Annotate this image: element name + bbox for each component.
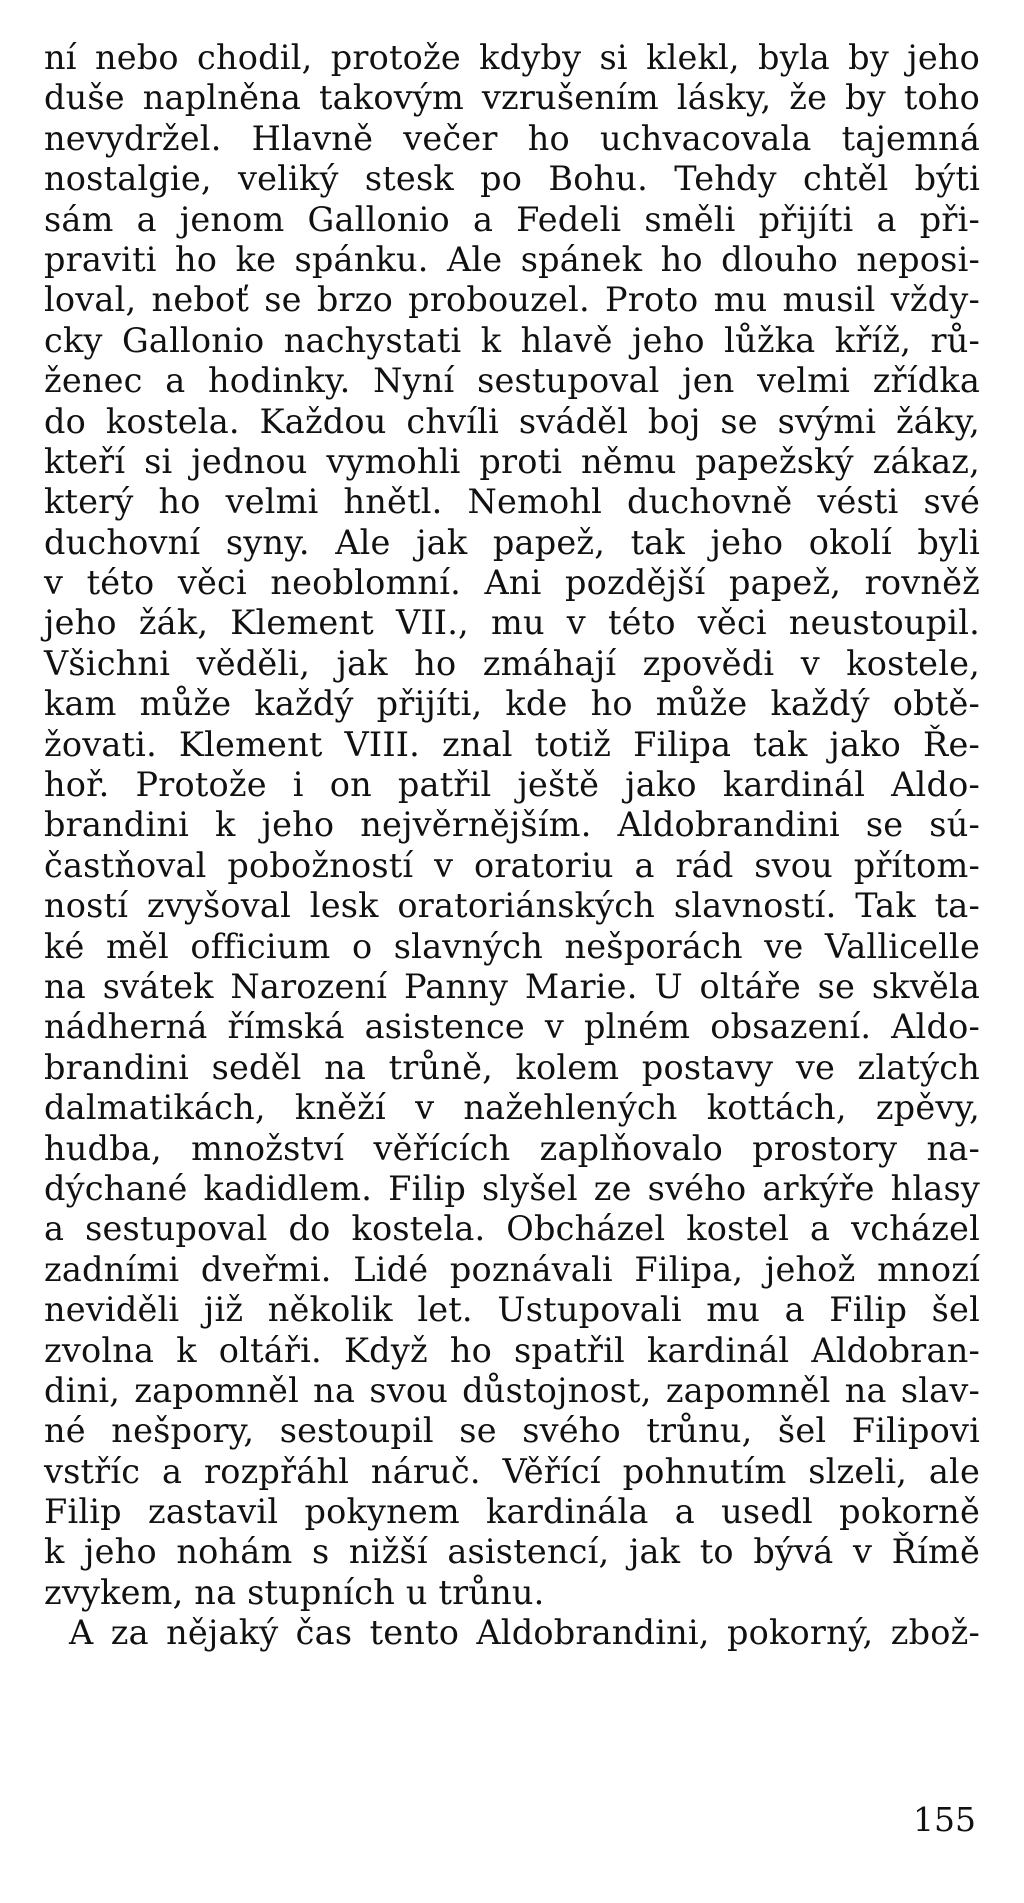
text-line: v této věci neoblomní. Ani pozdější papež, rovněž xyxy=(44,563,980,603)
text-line: žovati. Klement VIII. znal totiž Filipa tak jako Ře- xyxy=(44,724,980,764)
text-line: kam může každý přijíti, kde ho může každý obtě- xyxy=(44,684,980,724)
text-line: na svátek Narození Panny Marie. U oltáře se skvěla xyxy=(44,966,980,1006)
text-line: do kostela. Každou chvíli sváděl boj se svými žáky, xyxy=(44,401,980,441)
text-line: zvolna k oltáři. Když ho spatřil kardinál Aldobran- xyxy=(44,1330,980,1370)
text-line: ké měl officium o slavných nešporách ve Vallicelle xyxy=(44,926,980,966)
text-line: praviti ho ke spánku. Ale spánek ho dlouho neposi- xyxy=(44,239,980,279)
text-page xyxy=(44,38,980,1654)
text-line: a sestupoval do kostela. Obcházel kostel a vcházel xyxy=(44,1209,980,1249)
text-line: ností zvyšoval lesk oratoriánských slavností. Tak ta- xyxy=(44,886,980,926)
text-line: loval, neboť se brzo probouzel. Proto mu musil vždy- xyxy=(44,280,980,320)
text-line: který ho velmi hnětl. Nemohl duchovně vésti své xyxy=(44,482,980,522)
text-line: ní nebo chodil, protože kdyby si klekl, byla by jeho xyxy=(44,38,980,77)
text-line: duše naplněna takovým vzrušením lásky, že by toho xyxy=(44,78,980,118)
page-number: 155 xyxy=(913,1800,976,1839)
text-line: Filip zastavil pokynem kardinála a usedl pokorně xyxy=(44,1492,980,1532)
text-line: nevydržel. Hlavně večer ho uchvacovala tajemná xyxy=(44,118,980,158)
text-line: častňoval pobožností v oratoriu a rád svou přítom- xyxy=(44,845,980,885)
text-line: dýchané kadidlem. Filip slyšel ze svého arkýře hlasy xyxy=(44,1168,980,1208)
text-line: brandini seděl na trůně, kolem postavy ve zlatých xyxy=(44,1047,980,1087)
paragraph-start-line: A za nějaký čas tento Aldobrandini, pokorný, zbož- xyxy=(69,1613,980,1653)
text-line: hoř. Protože i on patřil ještě jako kardinál Aldo- xyxy=(44,765,980,805)
text-line: k jeho nohám s nižší asistencí, jak to bývá v Římě xyxy=(44,1532,980,1572)
text-line: ženec a hodinky. Nyní sestupoval jen velmi zřídka xyxy=(44,361,980,401)
text-line: sám a jenom Gallonio a Fedeli směli přijíti a při- xyxy=(44,199,980,239)
text-line: dalmatikách, kněží v nažehlených kottách, zpěvy, xyxy=(44,1088,980,1128)
text-line: nostalgie, veliký stesk po Bohu. Tehdy chtěl býti xyxy=(44,159,980,199)
text-line: vstříc a rozpřáhl náruč. Věřící pohnutím slzeli, ale xyxy=(44,1451,980,1491)
text-line: zadními dveřmi. Lidé poznávali Filipa, jehož mnozí xyxy=(44,1249,980,1289)
text-line: duchovní syny. Ale jak papež, tak jeho okolí byli xyxy=(44,522,980,562)
text-line: né nešpory, sestoupil se svého trůnu, šel Filipovi xyxy=(44,1411,980,1451)
text-line: dini, zapomněl na svou důstojnost, zapomněl na slav- xyxy=(44,1370,980,1410)
text-line: hudba, množství věřících zaplňovalo prostory na- xyxy=(44,1128,980,1168)
text-line: brandini k jeho nejvěrnějším. Aldobrandini se sú- xyxy=(44,805,980,845)
text-line: neviděli již několik let. Ustupovali mu a Filip šel xyxy=(44,1290,980,1330)
text-line: jeho žák, Klement VII., mu v této věci neustoupil. xyxy=(44,603,980,643)
text-line: Všichni věděli, jak ho zmáhají zpovědi v kostele, xyxy=(44,643,980,683)
text-line: nádherná římská asistence v plném obsazení. Aldo- xyxy=(44,1007,980,1047)
text-line: kteří si jednou vymohli proti němu papežský zákaz, xyxy=(44,441,980,481)
paragraph-end-line: zvykem, na stupních u trůnu. xyxy=(44,1572,545,1612)
text-line: cky Gallonio nachystati k hlavě jeho lůžka kříž, rů- xyxy=(44,320,980,360)
